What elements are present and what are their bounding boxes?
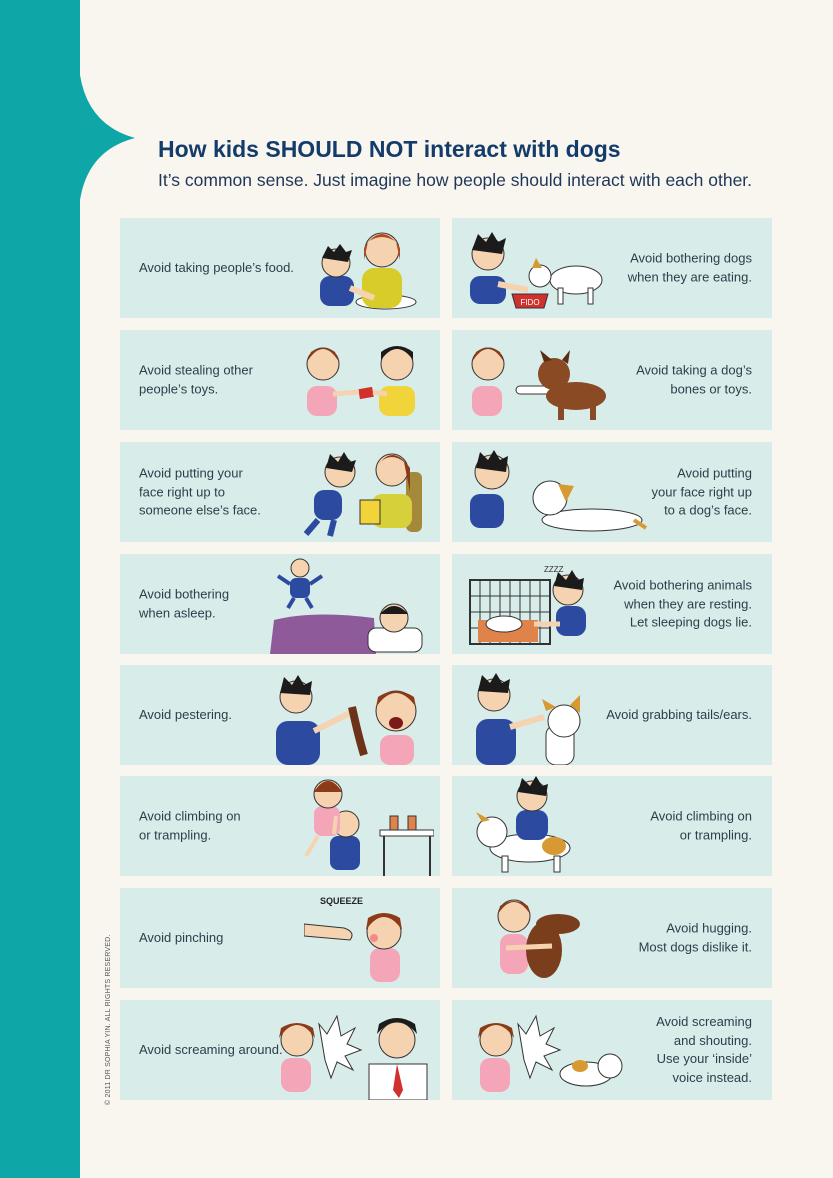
- people-panel-pinching: [120, 888, 440, 988]
- dog-panel-hugging: [452, 888, 772, 988]
- illustration-kid-screaming-at-man: [269, 1000, 434, 1100]
- illustration-kid-taking-food: [304, 218, 434, 318]
- dog-panel-tails: [452, 665, 772, 765]
- copyright-notice: © 2011 DR SOPHIA YIN. ALL RIGHTS RESERVED.: [105, 934, 112, 1105]
- illustration-kid-pulling-hair: [254, 665, 434, 765]
- dog-caption-bones: Avoid taking a dog’s bones or toys.: [636, 362, 752, 396]
- people-caption-toys: Avoid stealing other people’s toys.: [139, 362, 253, 396]
- illustration-kid-face-to-dog: [458, 442, 648, 542]
- dog-caption-eating: Avoid bothering dogs when they are eating.: [627, 250, 752, 284]
- illustration-kid-at-dog-crate: [458, 554, 618, 654]
- dog-caption-tails: Avoid grabbing tails/ears.: [606, 706, 752, 722]
- illustration-kid-bothering-eating-dog: [458, 218, 608, 318]
- people-caption-pestering: Avoid pestering.: [139, 706, 232, 722]
- people-caption-climbing: Avoid climbing on or trampling.: [139, 808, 241, 842]
- dog-panel-resting: [452, 554, 772, 654]
- people-panel-face: [120, 442, 440, 542]
- illustration-kid-jumping-on-sleeper: [264, 554, 434, 654]
- people-panel-climbing: [120, 776, 440, 876]
- people-caption-pinching: Avoid pinching: [139, 929, 224, 945]
- people-panel-screaming: [120, 1000, 440, 1100]
- illustration-kid-grabbing-dog-ear: [458, 665, 598, 765]
- sleep-sound-label: ZZZZ: [544, 565, 564, 574]
- dog-caption-face: Avoid putting your face right up to a dog’s face.: [651, 465, 752, 518]
- teal-side-bar: [0, 0, 80, 1178]
- people-panel-food: [120, 218, 440, 318]
- people-caption-screaming: Avoid screaming around.: [139, 1041, 283, 1057]
- people-panel-pestering: [120, 665, 440, 765]
- dog-caption-climbing: Avoid climbing on or trampling.: [650, 808, 752, 842]
- illustration-kid-hugging-dog: [458, 888, 608, 988]
- dog-panel-face: [452, 442, 772, 542]
- illustration-kid-climbing-on-person: [284, 776, 434, 876]
- dog-panel-shouting: [452, 1000, 772, 1100]
- dog-caption-resting: Avoid bothering animals when they are resting. Let sleeping dogs lie.: [613, 577, 752, 630]
- dog-caption-hugging: Avoid hugging. Most dogs dislike it.: [638, 920, 752, 954]
- illustration-cheek-pinch: [304, 888, 434, 988]
- page-title: How kids SHOULD NOT interact with dogs: [158, 136, 621, 162]
- teal-corner-notch: [80, 0, 140, 240]
- people-caption-face: Avoid putting your face right up to someone else’s face.: [139, 465, 261, 518]
- dog-panel-climbing: [452, 776, 772, 876]
- dog-panel-bones: [452, 330, 772, 430]
- dog-caption-shouting: Avoid screaming and shouting. Use your ‘inside’ voice instead.: [656, 1014, 752, 1085]
- people-caption-asleep: Avoid bothering when asleep.: [139, 586, 230, 620]
- people-panel-toys: [120, 330, 440, 430]
- people-panel-asleep: [120, 554, 440, 654]
- illustration-kid-riding-dog: [458, 776, 608, 876]
- illustration-kid-taking-dog-bone: [458, 330, 618, 430]
- bowl-label: FIDO: [520, 298, 540, 307]
- people-caption-food: Avoid taking people’s food.: [139, 259, 294, 275]
- illustration-kid-in-face: [294, 442, 434, 542]
- squeeze-sound-label: SQUEEZE: [320, 896, 364, 906]
- illustration-kids-tugging-toy: [299, 330, 434, 430]
- dog-panel-eating: [452, 218, 772, 318]
- illustration-kid-screaming-at-dog: [458, 1000, 633, 1100]
- page-subtitle: It’s common sense. Just imagine how people should interact with each other.: [158, 170, 753, 190]
